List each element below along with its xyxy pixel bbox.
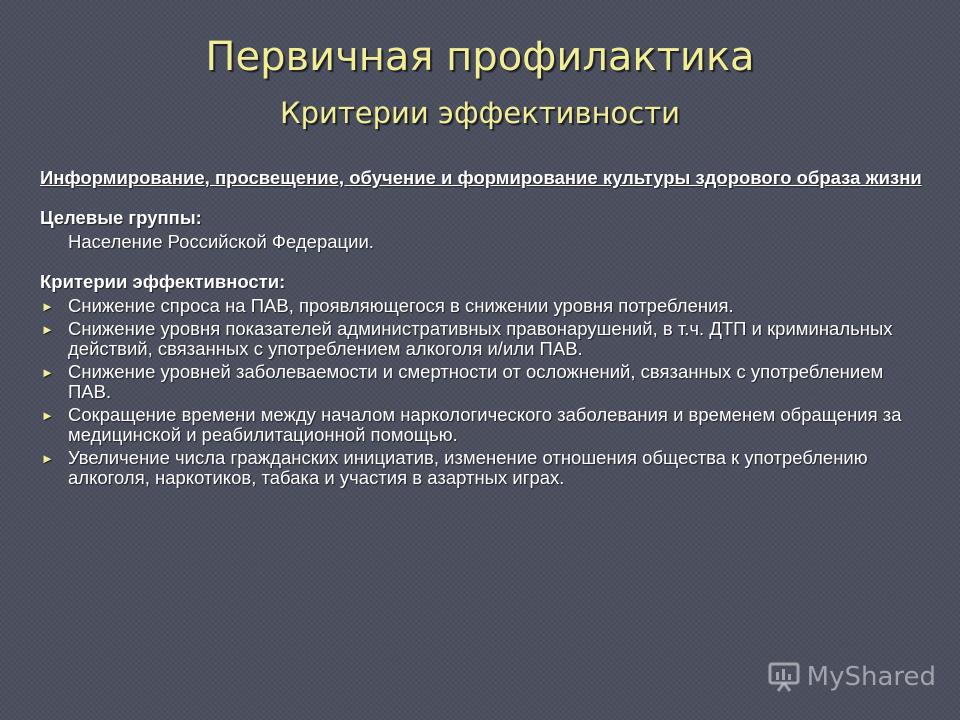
presentation-board-icon [767, 660, 801, 694]
watermark-text: MyShared [806, 662, 936, 692]
bullet-arrow-icon: ► [41, 299, 54, 314]
main-topic-heading: Информирование, просвещение, обучение и формирование культуры здорового образа жизни [40, 167, 922, 188]
list-item [40, 405, 920, 445]
list-item [40, 448, 920, 488]
list-item-text: Снижение уровней заболеваемости и смертности от осложнений, связанных с употреблением ПАВ. [68, 361, 884, 402]
list-item [40, 319, 920, 359]
slide-subtitle: Критерии эффективности [280, 96, 680, 130]
criteria-list [40, 296, 920, 488]
watermark-logo [767, 660, 936, 694]
list-item-text: Снижение уровня показателей административных правонарушений, в т.ч. ДТП и криминальных действий, связанных с употреблением алкоголя и/или ПАВ. [68, 318, 893, 359]
criteria-label: Критерии эффективности: [40, 271, 286, 292]
bullet-arrow-icon: ► [41, 451, 54, 466]
target-groups-label: Целевые группы: [40, 207, 202, 228]
bullet-arrow-icon: ► [41, 408, 54, 423]
list-item-text: Увеличение числа гражданских инициатив, изменение отношения общества к употреблению алкоголя, наркотиков, табака и участия в азартных играх. [68, 447, 868, 488]
slide-content [40, 168, 920, 491]
list-item [40, 362, 920, 402]
list-item-text: Сокращение времени между началом наркологического заболевания и временем обращения за медицинской и реабилитационной помощью. [68, 404, 902, 445]
bullet-arrow-icon: ► [41, 365, 54, 380]
target-groups-value: Население Российской Федерации. [68, 231, 374, 252]
list-item-text: Снижение спроса на ПАВ, проявляющегося в снижении уровня потребления. [68, 295, 734, 316]
slide-title: Первичная профилактика [205, 34, 755, 80]
list-item [40, 296, 920, 316]
bullet-arrow-icon: ► [41, 322, 54, 337]
